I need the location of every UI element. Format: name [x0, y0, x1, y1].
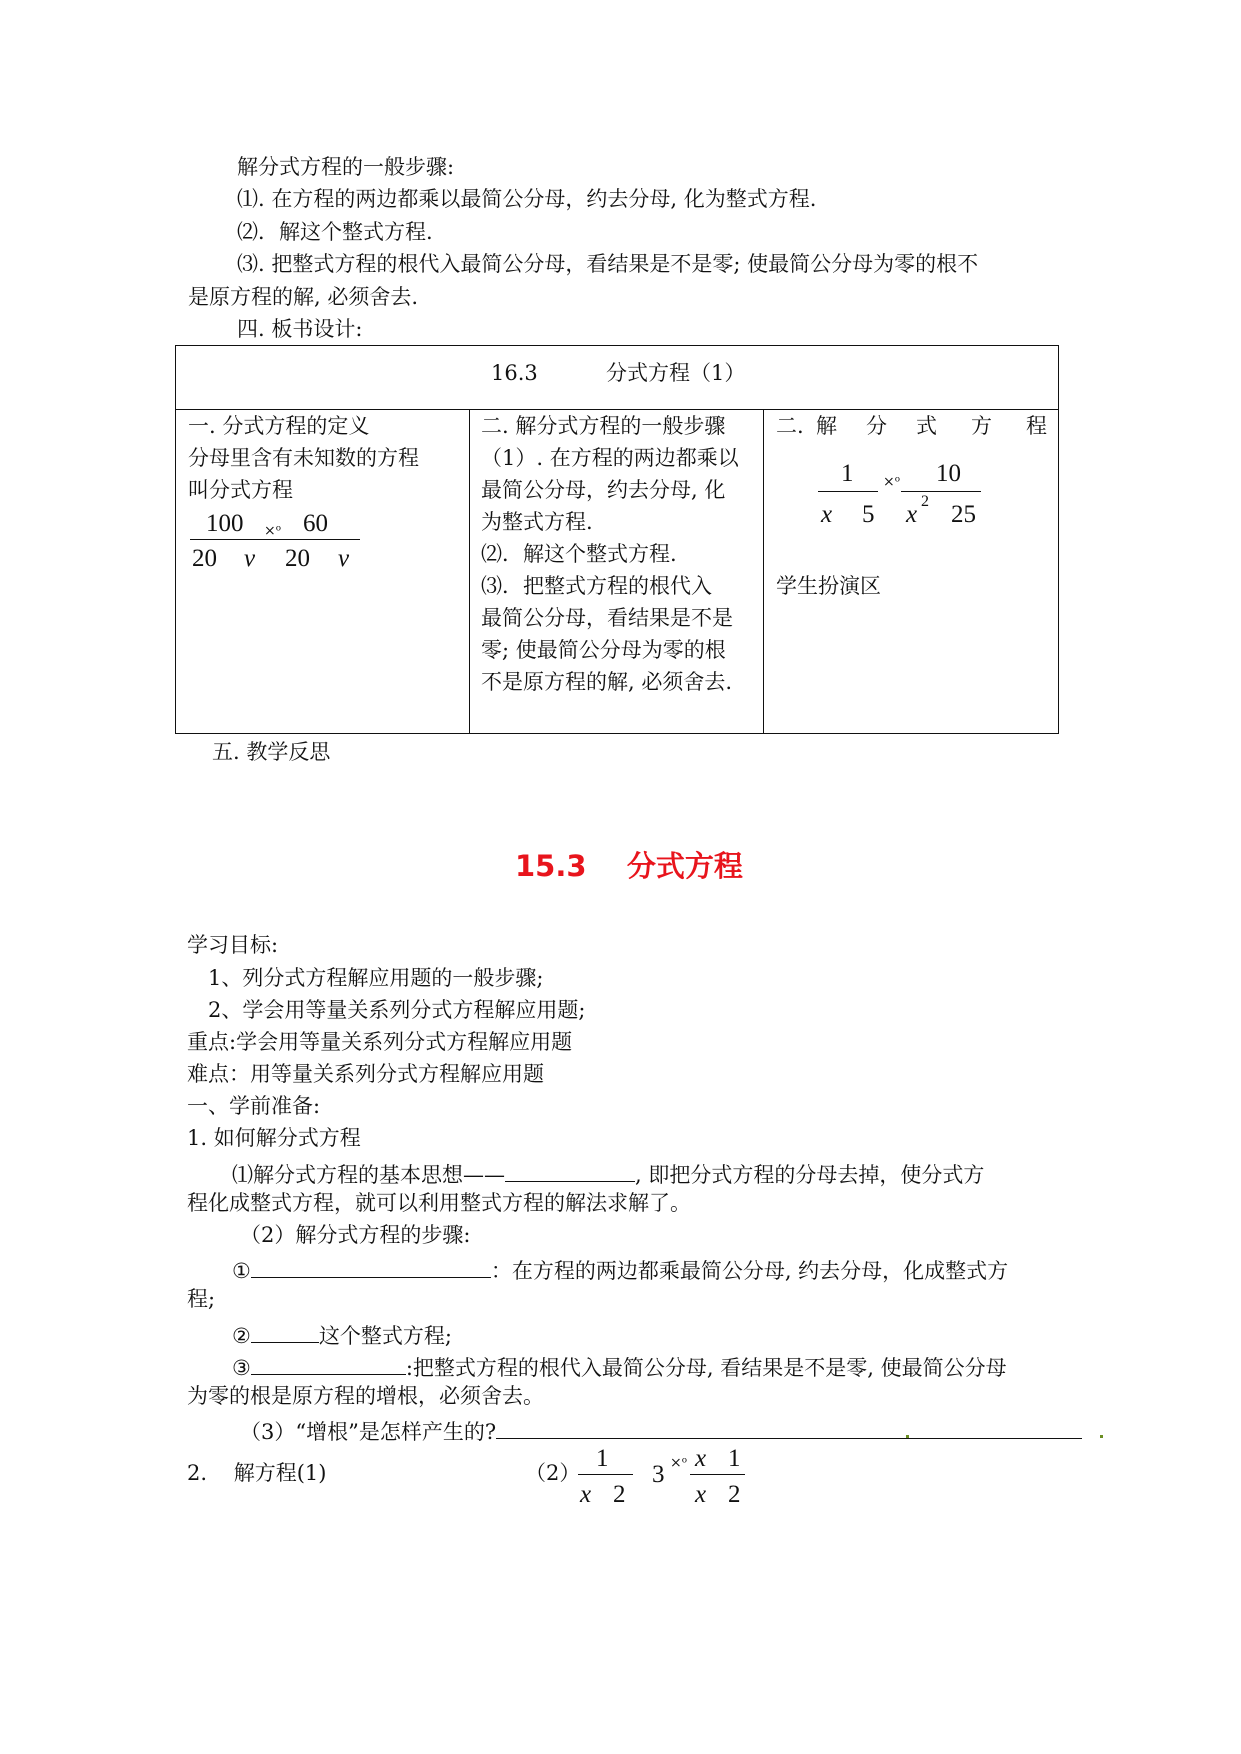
step-fill-3-line2: 为零的根是原方程的增根，必须舍去。: [187, 1384, 544, 1408]
objective-item-1: 1、列分式方程解应用题的一般步骤;: [208, 966, 544, 990]
col2-line: 为整式方程.: [481, 510, 593, 534]
col3-title-char: 程: [1026, 414, 1047, 438]
col3-title-char: 分: [866, 414, 887, 438]
col2-line: （1）. 在方程的两边都乘以: [481, 446, 739, 470]
question-1: 1. 如何解分式方程: [187, 1126, 361, 1150]
question-1-1-line2: 程化成整式方程，就可以利用整式方程的解法求解了。: [187, 1191, 691, 1215]
question-1-1-suffix: , 即把分式方程的分母去掉，使分式方: [635, 1163, 985, 1187]
step-fill-1-line2: 程;: [187, 1287, 216, 1311]
approx-symbol: ×ᵒ: [670, 1455, 688, 1471]
column-divider-1: [469, 409, 470, 733]
question-1-3: [240, 1418, 1082, 1443]
col3-frac1-den-b: 5: [862, 501, 875, 528]
eq2-frac2-den-b: 2: [728, 1481, 741, 1508]
question-1-2: （2）解分式方程的步骤:: [240, 1223, 471, 1247]
column-divider-2: [763, 409, 764, 733]
col2-line: ⑶．把整式方程的根代入: [481, 574, 712, 598]
answer-blank[interactable]: [505, 1161, 635, 1182]
col3-frac1-den-a: x: [821, 501, 833, 528]
objective-item-2: 2、学会用等量关系列分式方程解应用题;: [208, 998, 586, 1022]
col3-frac1-numerator: 1: [841, 460, 854, 487]
mark-dot: [1100, 1435, 1103, 1438]
step-fill-2-mark: ②: [232, 1324, 251, 1348]
answer-blank[interactable]: [251, 1257, 491, 1278]
difficulty-point: 难点：用等量关系列分式方程解应用题: [187, 1062, 544, 1086]
step-fill-1-text: ：在方程的两边都乘最简公分母, 约去分母，化成整式方: [490, 1259, 1009, 1283]
question-1-1: [232, 1161, 984, 1186]
eq2-frac1-numerator: 1: [596, 1445, 609, 1472]
question-2-part2: （2）: [525, 1461, 581, 1485]
steps-heading: 解分式方程的一般步骤:: [237, 155, 455, 179]
col1-frac2-numerator: 60: [303, 510, 328, 537]
question-1-1-prefix: ⑴解分式方程的基本思想——: [232, 1163, 505, 1187]
step-fill-1: [232, 1257, 1008, 1282]
board-heading: 四. 板书设计:: [237, 317, 363, 341]
step-fill-1-mark: ①: [232, 1259, 251, 1283]
col1-definition-line2: 叫分式方程: [188, 478, 293, 502]
col3-title-char: 方: [971, 414, 992, 438]
eq2-frac1-den-b: 2: [613, 1481, 626, 1508]
col3-frac2-bar: [901, 491, 981, 492]
col3-title-char: 式: [916, 414, 937, 438]
eq2-frac1-bar: [578, 1474, 633, 1475]
table-header-title: 分式方程（1）: [606, 361, 746, 385]
section-title: 15.3 分式方程: [515, 849, 743, 883]
step-fill-2-text: 这个整式方程;: [318, 1324, 452, 1348]
col1-frac2-bar: [280, 539, 360, 540]
step-3-line1: ⑶. 把整式方程的根代入最简公分母，看结果是不是零; 使最简公分母为零的根不: [237, 252, 979, 276]
approx-symbol: ×ᵒ: [264, 523, 282, 539]
col2-line: 最简公分母，约去分母, 化: [481, 478, 726, 502]
step-3-line2: 是原方程的解, 必须舍去.: [188, 285, 419, 309]
col2-line: 不是原方程的解, 必须舍去.: [481, 670, 733, 694]
col1-frac2-den-a: 20: [285, 545, 310, 572]
mark-dot: [906, 1435, 909, 1438]
col1-definition-line1: 分母里含有未知数的方程: [188, 446, 419, 470]
col2-line: ⑵．解这个整式方程.: [481, 542, 677, 566]
step-fill-3-text: :把整式方程的根代入最简公分母, 看结果是不是零, 使最简公分母: [405, 1356, 1007, 1380]
step-fill-2: [232, 1322, 452, 1347]
col3-title-char: 二.: [776, 414, 804, 438]
step-1: ⑴. 在方程的两边都乘以最简公分母，约去分母, 化为整式方程.: [237, 187, 817, 211]
col1-frac1-numerator: 100: [206, 510, 244, 537]
approx-symbol: ×ᵒ: [883, 474, 901, 490]
eq2-frac2-num-b: 1: [728, 1445, 741, 1472]
question-2-label: 2. 解方程(1): [187, 1461, 327, 1485]
question-1-3-text: （3）“增根”是怎样产生的?: [240, 1420, 497, 1444]
col3-frac2-den-b: 25: [951, 501, 976, 528]
eq2-constant: 3: [652, 1461, 665, 1488]
col3-title-char: 解: [816, 414, 837, 438]
col2-line: 最简公分母，看结果是不是: [481, 606, 733, 630]
col1-title: 一. 分式方程的定义: [188, 414, 370, 438]
step-fill-3: [232, 1354, 1007, 1379]
col1-frac1-den-a: 20: [192, 545, 217, 572]
col1-frac1-den-b: v: [244, 545, 256, 572]
answer-blank[interactable]: [251, 1322, 319, 1343]
step-fill-3-mark: ③: [232, 1356, 251, 1380]
eq2-frac2-num-a: x: [695, 1445, 707, 1472]
table-header-number: 16.3: [491, 361, 538, 385]
col2-line: 零; 使最简公分母为零的根: [481, 638, 726, 662]
answer-blank[interactable]: [251, 1354, 406, 1375]
col1-frac2-den-b: v: [338, 545, 350, 572]
student-area-label: 学生扮演区: [776, 574, 881, 598]
col1-frac1-bar: [190, 539, 290, 540]
col3-frac2-numerator: 10: [936, 460, 961, 487]
col3-frac1-bar: [818, 491, 878, 492]
step-2: ⑵．解这个整式方程.: [237, 220, 433, 244]
key-point: 重点:学会用等量关系列分式方程解应用题: [187, 1030, 573, 1054]
col3-frac2-den-a: x: [906, 501, 918, 528]
col3-frac2-den-exp: 2: [921, 493, 929, 510]
prep-heading: 一、学前准备:: [187, 1094, 321, 1118]
eq2-frac1-den-a: x: [580, 1481, 592, 1508]
teaching-reflection: 五. 教学反思: [212, 740, 331, 764]
eq2-frac2-bar: [690, 1474, 745, 1475]
board-design-table: [175, 345, 1059, 734]
answer-blank[interactable]: [496, 1418, 1082, 1439]
eq2-frac2-den-a: x: [695, 1481, 707, 1508]
objectives-heading: 学习目标:: [187, 933, 279, 957]
col2-title: 二. 解分式方程的一般步骤: [481, 414, 726, 438]
